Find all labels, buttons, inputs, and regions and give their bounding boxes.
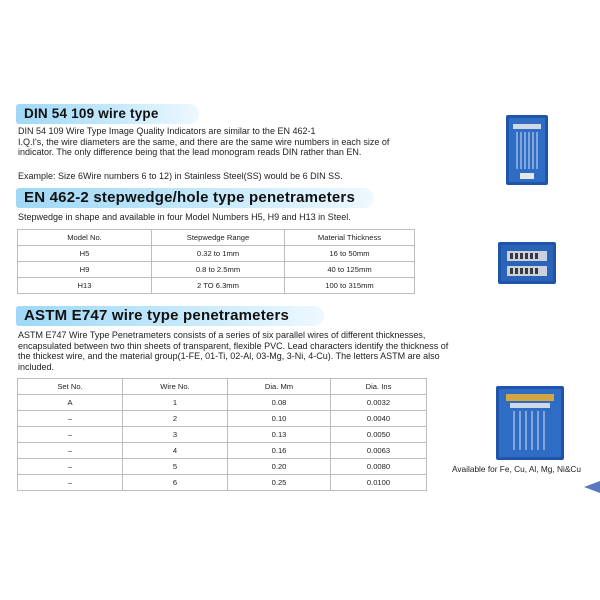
table-row [18,475,427,491]
table-header-row [18,379,427,395]
table-cell: 0.08 [228,395,331,411]
table-header-row [18,230,415,246]
table-header-cell: Stepwedge Range [152,230,285,246]
astm-heading [16,306,324,326]
din-line: I.Q.I's, the wire diameters are the same, and there are the same wire numbers in each size of [18,136,390,147]
table-row [18,411,427,427]
table-cell: 0.32 to 1mm [152,246,285,262]
table-row [18,262,415,278]
table-cell: 5 [123,459,228,475]
en-stepwedge-table [17,229,415,294]
table-cell: 0.16 [228,443,331,459]
table-cell: 0.0080 [331,459,427,475]
table-row [18,395,427,411]
table-row [18,459,427,475]
table-cell: 16 to 50mm [285,246,415,262]
table-cell: – [18,427,123,443]
table-cell: 0.0032 [331,395,427,411]
table-cell: H5 [18,246,152,262]
en-heading [16,188,374,208]
table-cell: 4 [123,443,228,459]
table-cell: 0.0063 [331,443,427,459]
table-cell: – [18,459,123,475]
din-heading [16,104,199,124]
en-title: EN 462-2 stepwedge/hole type penetrameters [24,189,356,206]
en-description: Stepwedge in shape and available in four Model Numbers H5, H9 and H13 in Steel. [18,212,351,222]
table-header-cell: Wire No. [123,379,228,395]
table-cell: – [18,475,123,491]
table-cell: – [18,443,123,459]
en-stepwedge-image [498,242,556,284]
table-row [18,278,415,294]
astm-line: included. [18,361,55,372]
table-header-cell: Dia. Mm [228,379,331,395]
table-cell: 0.10 [228,411,331,427]
table-cell: – [18,411,123,427]
astm-title: ASTM E747 wire type penetrameters [24,307,290,324]
din-example: Example: Size 6Wire numbers 6 to 12) in Stainless Steel(SS) would be 6 DIN SS. [18,171,343,181]
table-cell: 0.8 to 2.5mm [152,262,285,278]
table-cell: H13 [18,278,152,294]
table-cell: 0.0040 [331,411,427,427]
din-line: DIN 54 109 Wire Type Image Quality Indicators are similar to the EN 462-1 [18,126,316,136]
table-cell: 2 [123,411,228,427]
table-row [18,427,427,443]
table-cell: A [18,395,123,411]
astm-description [18,330,448,372]
astm-line: ASTM E747 Wire Type Penetrameters consists of a series of six parallel wires of different thicknesses, [18,330,426,340]
table-cell: 100 to 315mm [285,278,415,294]
table-cell: 6 [123,475,228,491]
table-cell: 0.0100 [331,475,427,491]
table-cell: 2 TO 6.3mm [152,278,285,294]
din-description [18,126,389,158]
table-cell: 3 [123,427,228,443]
table-cell: 40 to 125mm [285,262,415,278]
table-cell: H9 [18,262,152,278]
table-cell: 0.20 [228,459,331,475]
astm-wire-iqi-image [496,386,564,460]
table-cell: 0.25 [228,475,331,491]
table-cell: 0.0050 [331,427,427,443]
table-header-cell: Set No. [18,379,123,395]
page-nav-arrow-icon[interactable] [584,481,600,493]
table-header-cell: Model No. [18,230,152,246]
table-row [18,246,415,262]
astm-wire-table [17,378,427,491]
table-row [18,443,427,459]
table-header-cell: Material Thickness [285,230,415,246]
table-cell: 0.13 [228,427,331,443]
din-title: DIN 54 109 wire type [24,106,159,121]
table-cell: 1 [123,395,228,411]
din-line: indicator. The only difference being that the lead monogram reads DIN rather than EN. [18,147,362,158]
astm-availability-caption: Available for Fe, Cu, Al, Mg, Ni&Cu [452,464,581,474]
astm-line: encapsulated between two thin sheets of transparent, flexible PVC. Lead characters identify the thickness of [18,340,449,351]
table-header-cell: Dia. Ins [331,379,427,395]
din-wire-iqi-image [506,115,548,185]
astm-line: the thickest wire, and the material group(1-FE, 01-Ti, 02-Al, 03-Mg, 3-Ni, 4-Cu). The letters ASTM are also [18,351,440,362]
